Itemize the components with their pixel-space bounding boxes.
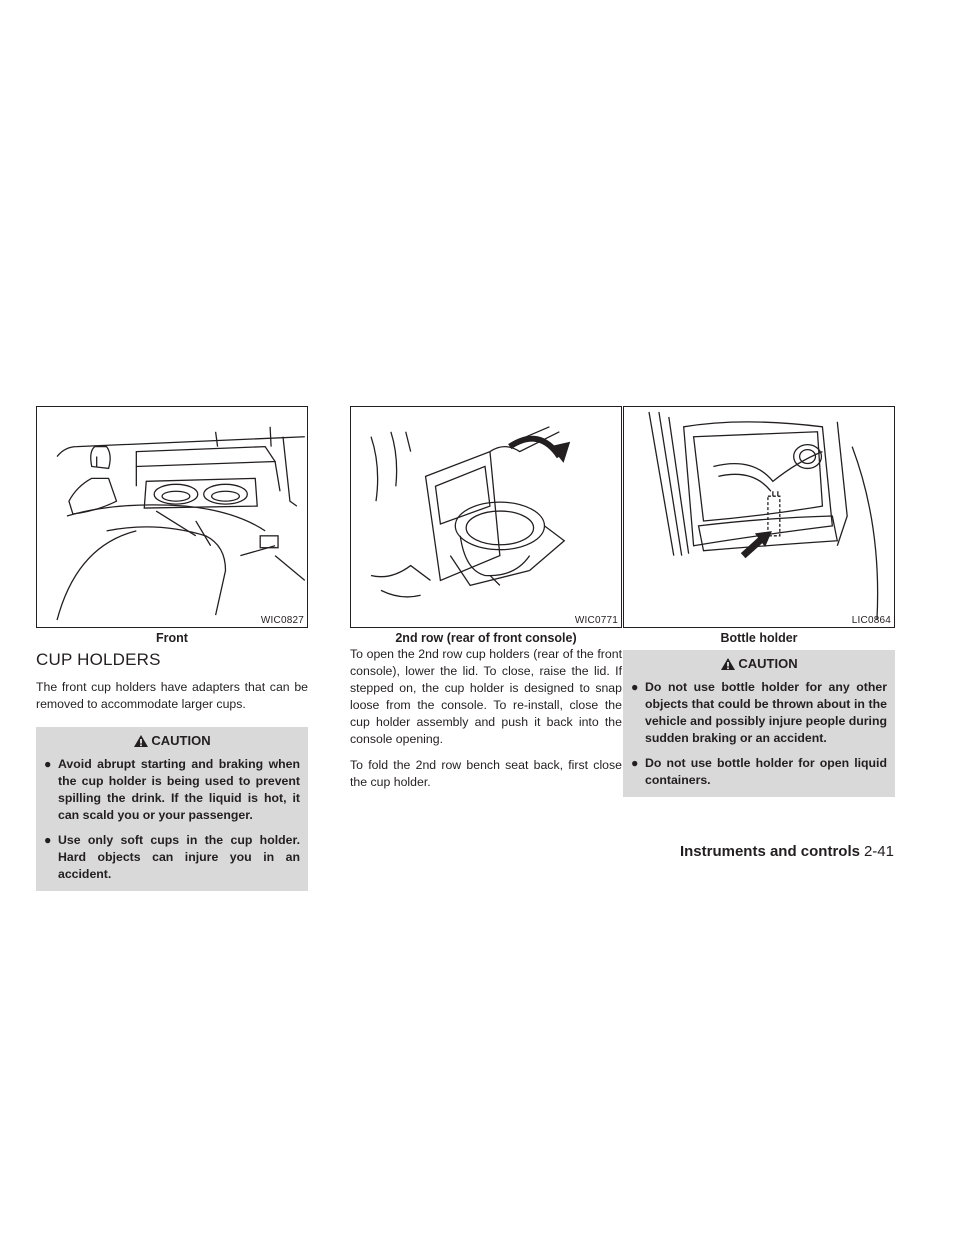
warning-triangle-icon [133, 734, 149, 748]
bullet-icon: ● [44, 757, 52, 771]
figure-code: WIC0771 [574, 615, 618, 626]
rear-console-cup-holder-illustration [351, 407, 621, 627]
caution-item: ● Avoid abrupt starting and braking when the cup holder is being used to prevent spilling the drink. If the liquid is hot, it can scald you or your passenger. [44, 757, 300, 822]
figure-caption: Front [156, 631, 188, 645]
bullet-icon: ● [631, 756, 639, 770]
bullet-icon: ● [631, 680, 639, 694]
figure-2nd-row-cup-holder [350, 406, 622, 628]
body-paragraph: To fold the 2nd row bench seat back, first close the cup holder. [350, 758, 622, 789]
warning-triangle-icon [720, 657, 736, 671]
footer-section-name: Instruments and controls [679, 843, 860, 860]
caution-heading [44, 733, 300, 748]
figure-code: LIC0864 [851, 615, 891, 626]
caution-list [44, 756, 300, 883]
page-number: 2-41 [863, 843, 894, 860]
section-title: CUP HOLDERS [36, 650, 161, 669]
figure-caption: Bottle holder [720, 631, 798, 645]
door-bottle-holder-illustration [624, 407, 894, 627]
caution-heading [631, 656, 887, 671]
column-left [36, 406, 308, 891]
caution-label: CAUTION [151, 733, 211, 748]
figure-bottle-holder [623, 406, 895, 628]
caution-list [631, 679, 887, 789]
caution-item: ● Use only soft cups in the cup holder. Hard objects can injure you in an accident. [44, 833, 300, 881]
figure-caption: 2nd row (rear of front console) [395, 631, 577, 645]
caution-item: ● Do not use bottle holder for any other objects that could be thrown about in the vehicle and possibly injure people during sudden braking or an accident. [631, 680, 887, 745]
caution-box [623, 650, 895, 797]
page-footer [680, 843, 894, 860]
caution-label: CAUTION [738, 656, 798, 671]
bullet-icon: ● [44, 833, 52, 847]
front-console-illustration [37, 407, 307, 627]
figure-front-cup-holder [36, 406, 308, 628]
column-right [623, 406, 895, 797]
column-middle [350, 406, 622, 800]
caution-box [36, 727, 308, 891]
caution-item: ● Do not use bottle holder for open liquid containers. [631, 756, 887, 787]
intro-paragraph: The front cup holders have adapters that can be removed to accommodate larger cups. [36, 680, 308, 711]
body-paragraph: To open the 2nd row cup holders (rear of the front console), lower the lid. To close, raise the lid. If stepped on, the cup holder is designed to snap loose from the console. To re-install, close the cup holder assembly and push it back into the console opening. [350, 647, 622, 746]
figure-code: WIC0827 [260, 615, 304, 626]
